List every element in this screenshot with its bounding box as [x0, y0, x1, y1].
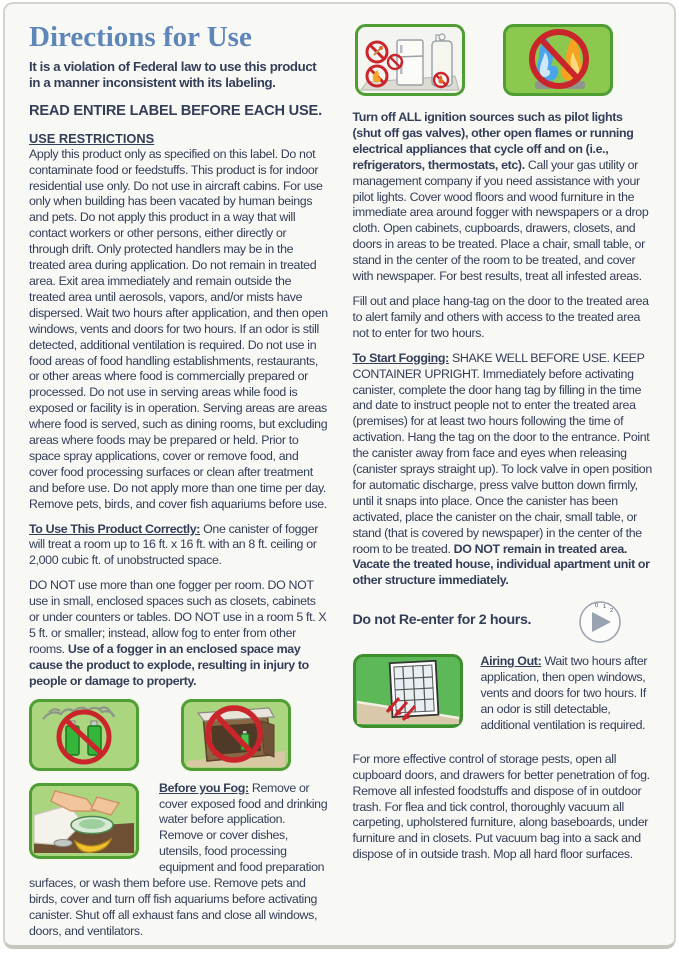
do-not-regular: DO NOT use more than one fogger per room. DO NOT use in small, enclosed spaces such as closets, cabinets or under counters or tables. DO NOT use in a room 5 ft. X 5 ft. or smaller; instead, allow fog to enter from other rooms.: [29, 578, 327, 656]
start-fogging-heading: To Start Fogging:: [352, 350, 449, 365]
start-fogging-paragraph: [353, 351, 653, 590]
ignition-paragraph: [353, 110, 653, 285]
effective-control-paragraph: For more effective control of storage pests, open all cupboard doors, and drawers for better penetration of fog. Remove all infested foodstuffs and dispose of in outdoor trash. For flea and tick control, thoroughly vacuum all carpeting, upholstered furniture, along baseboards, under furniture and in closets. Put vacuum bag into a sack and dispose of in outside trash. Mop all hard floor surfaces.: [352, 751, 650, 862]
violation-statement: It is a violation of Federal law to use this product in a manner inconsistent with its labeling.: [29, 59, 317, 91]
correct-use-body: One canister of fogger will treat a room up to 16 ft. x 16 ft. with an 8 ft. ceiling or 2,000 cubic ft. of unobstructed space.: [29, 521, 319, 568]
timer-label-0: 0: [595, 603, 599, 610]
hang-tag-paragraph: Fill out and place hang-tag on the door to the treated area to alert family and others with access to the treated area not to enter for two hours.: [352, 293, 649, 340]
reenter-text: Do not Re-enter for 2 hours.: [352, 612, 532, 629]
explosion-warning-bold: Use of a fogger in an enclosed space may cause the product to explode, resulting in injury to people or damage to property.: [29, 641, 309, 688]
product-label: [3, 2, 676, 949]
right-column: [353, 22, 653, 957]
use-restrictions-heading: USE RESTRICTIONS: [29, 130, 155, 146]
airing-out-window-icon: [353, 654, 463, 728]
timer-label-1: 1: [603, 604, 607, 611]
left-pictograms: [29, 699, 329, 771]
no-enclosed-space-icon: [181, 699, 291, 771]
airing-out-section: [353, 654, 653, 743]
timer-icon: [577, 598, 623, 644]
vacate-warning-bold: DO NOT remain in treated area. Vacate the treated house, individual apartment unit or other structure immediately.: [352, 541, 650, 588]
no-multiple-foggers-icon: [29, 699, 139, 771]
ignition-regular: Call your gas utility or management company if you need assistance with your pilot lights. Cover wood floors and wood furniture in the immediate area around fogger with newspapers or a drop cloth. Open cabinets, cupboards, drawers, closets, and doors in areas to be treated. Place a chair, small table, or stand in the center of the room to be treated, and cover with newspaper. For best results, treat all infested areas.: [352, 157, 649, 284]
use-restrictions-section: [29, 131, 329, 513]
before-fog-section: [29, 781, 329, 949]
no-ignition-sources-icon: [355, 24, 465, 96]
before-fog-body: Remove or cover exposed food and drinking water before application. Remove or cover dishes, utensils, food processing equipment and food preparation surfaces, or wash them before use. Remove pets and birds, cover and turn off fish aquariums before activating canister. Shut off all exhaust fans and close all windows, doors, and ventilators.: [29, 780, 328, 938]
ignition-bold: Turn off ALL ignition sources such as pilot lights (shut off gas valves), other open flames or running electrical appliances that cycle off and on (i.e., refrigerators, thermostats, etc).: [352, 110, 634, 172]
left-column: [29, 22, 329, 957]
reenter-section: [353, 598, 653, 644]
airing-out-heading: Airing Out:: [480, 654, 542, 669]
timer-label-2: 2: [610, 608, 614, 615]
right-pictograms: [355, 24, 653, 96]
do-not-paragraph: [29, 578, 329, 689]
read-entire-label-text: READ ENTIRE LABEL BEFORE EACH USE.: [29, 102, 322, 119]
correct-use-heading: To Use This Product Correctly:: [29, 521, 201, 536]
cover-food-icon: [29, 783, 139, 859]
page-title: Directions for Use: [29, 21, 252, 53]
use-restrictions-body: Apply this product only as specified on this label. Do not contaminate food or feedstuffs. This product is for indoor residential use only. Do not use in aircraft cabins. For use only when building has been vacated by human beings and pets. Do not apply this product in a way that will contact workers or other persons, either directly or through drift. Only protected handlers may be in the treated area during application. Do not remain in treated area. Exit area immediately and remain outside the treated area until aerosols, vapors, and/or mists have dispersed. Wait two hours after application, and then open windows, vents and doors for two hours. If an odor is still detected, additional ventilation is required. Do not use in food areas of food handling establishments, restaurants, or other areas where food is commercially prepared or processed. Do not use in serving areas while food is exposed or facility is in operation. Serving areas are areas where food is served, such as dining rooms, but excluding areas where foods may be prepared or held. Prior to space spray applications, cover or remove food, and cover food processing surfaces or clean after treatment and before use. Do not apply more than one time per day. Remove pets, birds, and cover fish aquariums before use.: [29, 146, 328, 511]
airing-out-paragraph: [481, 654, 653, 734]
airing-out-body: Wait two hours after application, then open windows, vents and doors for two hours. If an odor is still detectable, additional ventilation is required.: [480, 654, 648, 732]
start-fogging-regular: SHAKE WELL BEFORE USE. KEEP CONTAINER UPRIGHT. Immediately before activating canister, complete the door hang tag by filling in the time and date to instruct people not to enter the treated area (premises) for at least two hours following the time of activation. Hang the tag on the door to the entrance. Point the canister away from face and eyes when releasing (canister sprays straight up). To lock valve in open position for automatic discharge, press valve button down firmly, until it snaps into place. Once the canister has been activated, place the canister on the chair, small table, or stand (that is covered by newspaper) in the center of the room to be treated.: [352, 350, 652, 556]
correct-use-paragraph: [29, 522, 329, 570]
before-fog-heading: Before you Fog:: [159, 780, 249, 795]
no-open-flames-icon: [503, 24, 613, 96]
